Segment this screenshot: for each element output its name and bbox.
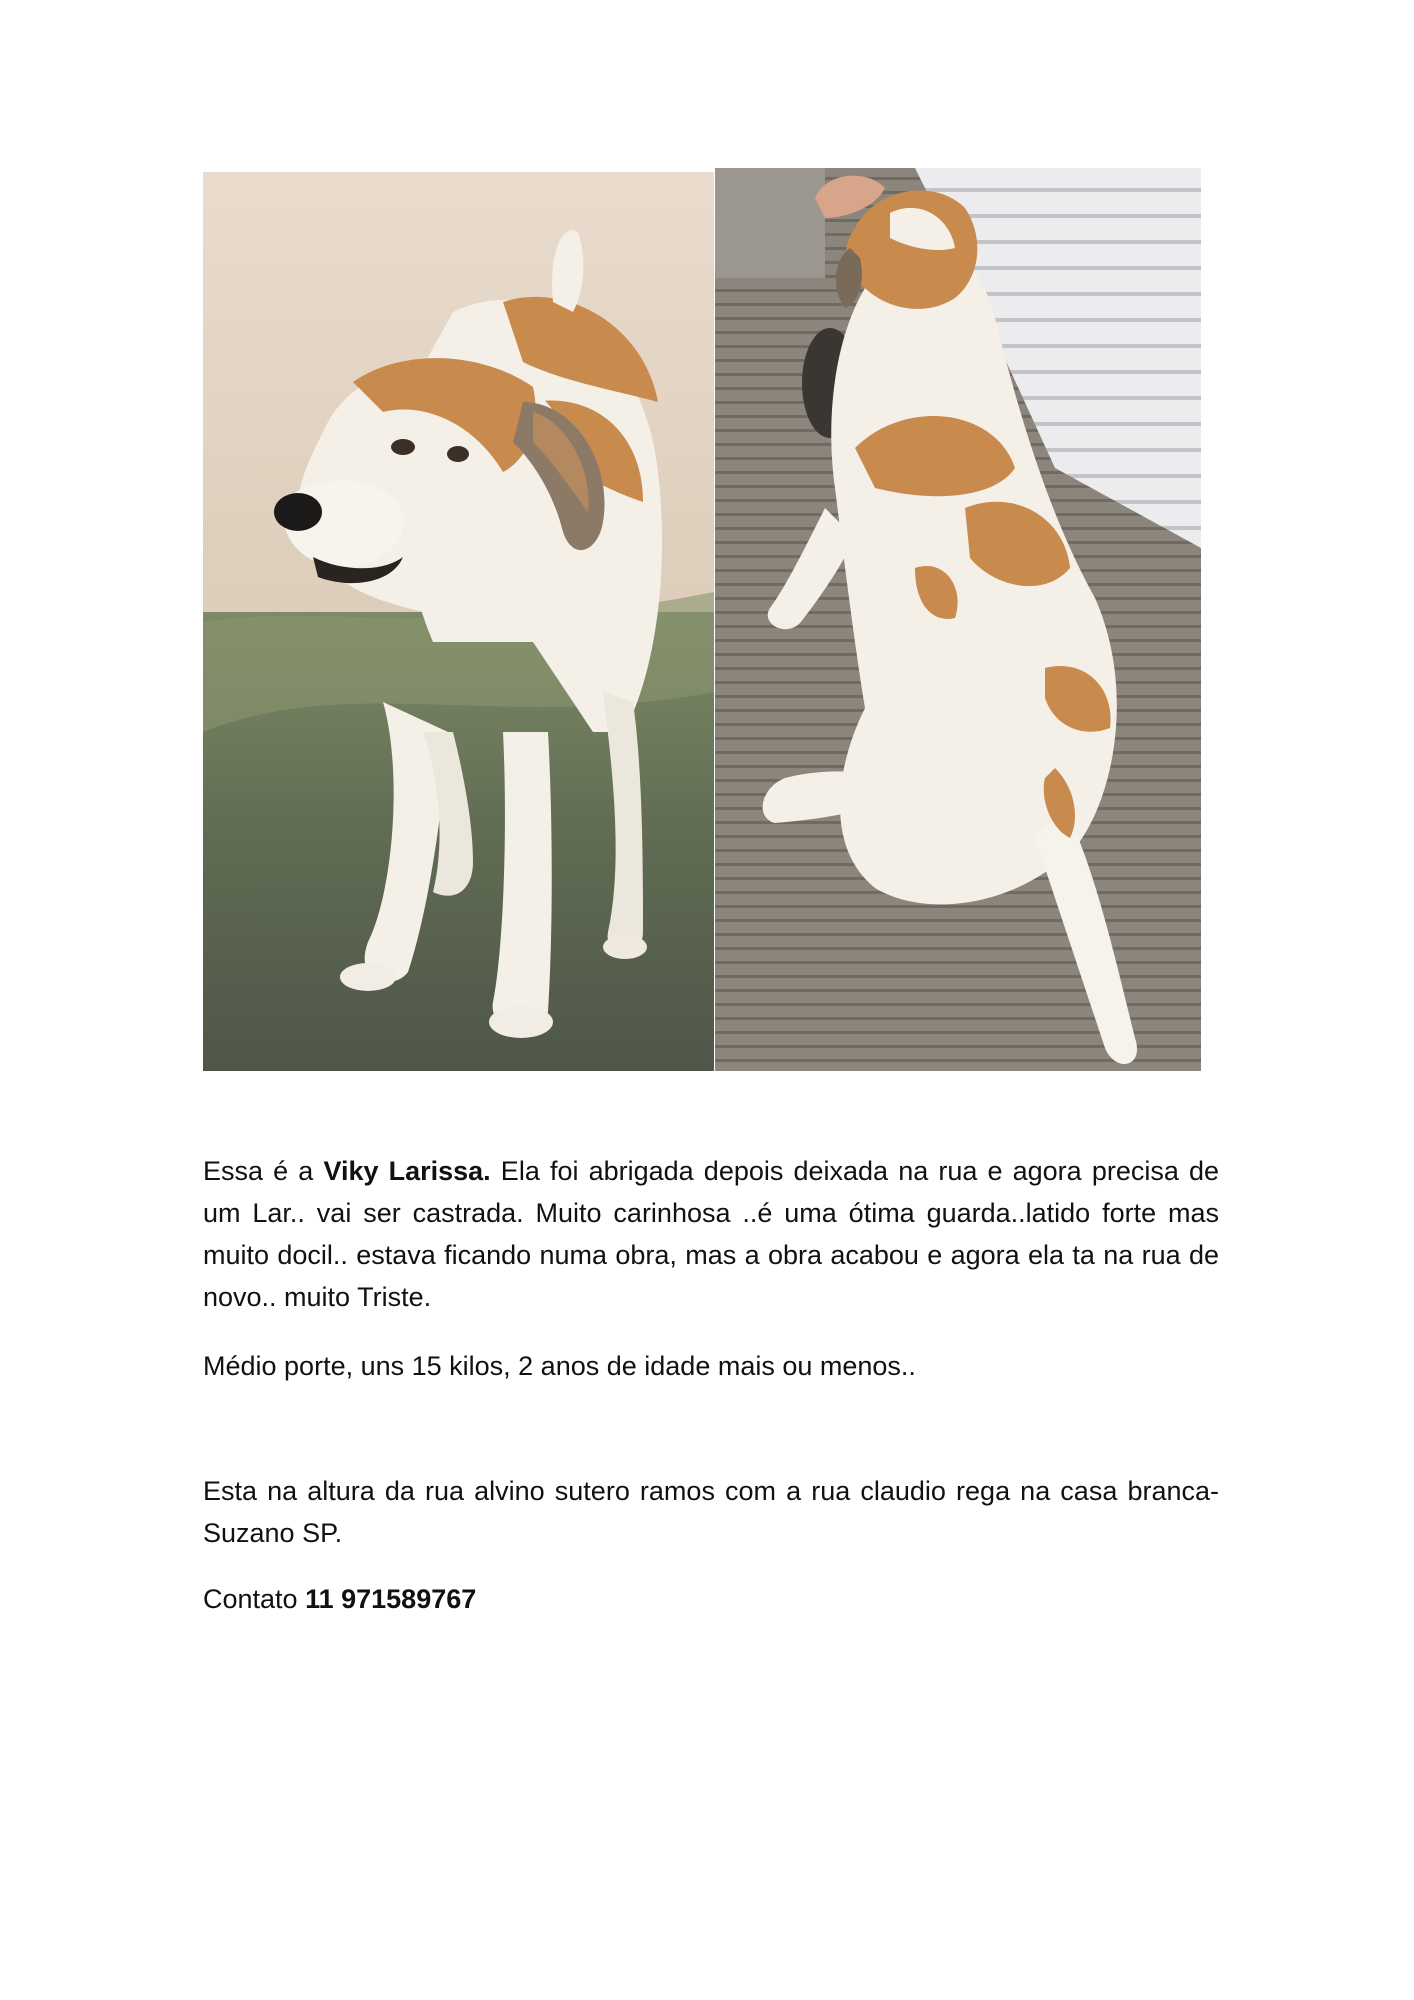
contact-label: Contato [203, 1584, 306, 1614]
dog-photo-sitting [715, 168, 1201, 1071]
dog-sitting-image [715, 168, 1201, 1071]
intro-body: Ela foi abrigada depois deixada na rua e agora precisa de um Lar.. vai ser castrada. Muito carinhosa ..é uma ótima guarda..latido forte mas muito docil.. estava ficando numa obra, mas a obra acabou e agora ela ta na rua de novo.. muito Triste. [203, 1156, 1220, 1312]
intro-paragraph [203, 1150, 1219, 1318]
details-paragraph: Médio porte, uns 15 kilos, 2 anos de idade mais ou menos.. [203, 1351, 916, 1381]
contact-paragraph [203, 1578, 1219, 1620]
dog-name: Viky Larissa. [323, 1156, 491, 1186]
dog-photo-standing [203, 172, 714, 1071]
dog-standing-image [203, 172, 714, 1071]
contact-phone: 11 971589767 [305, 1584, 477, 1614]
location-paragraph: Esta na altura da rua alvino sutero ramos com a rua claudio rega na casa branca-Suzano SP. [203, 1476, 1219, 1548]
intro-prefix: Essa é a [203, 1156, 324, 1186]
